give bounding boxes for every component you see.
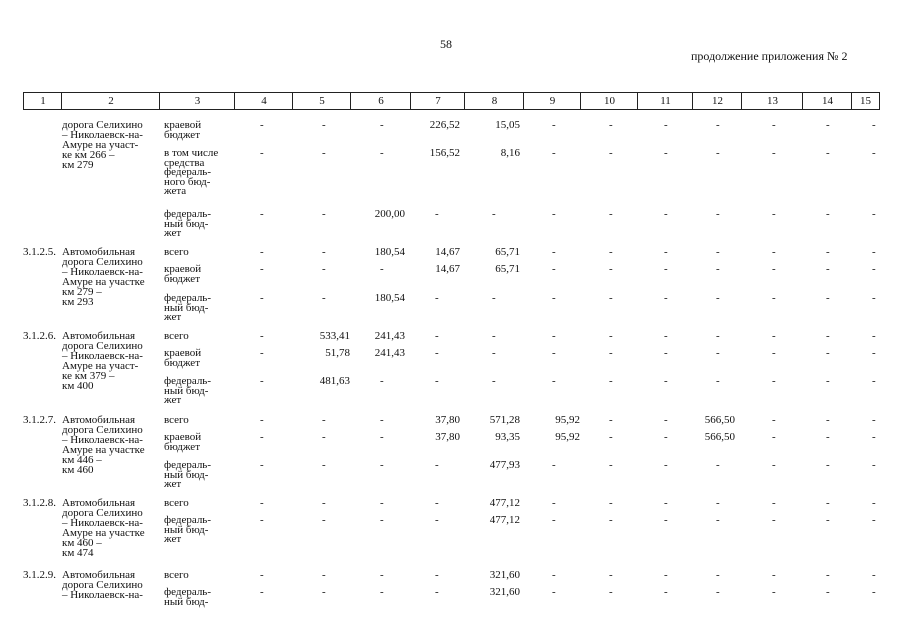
table-cell: -	[435, 292, 439, 304]
header-cell-9: 9	[523, 92, 581, 110]
table-cell: 14,67	[435, 246, 460, 258]
row-name-line: км 460	[62, 464, 94, 476]
header-cell-8: 8	[464, 92, 524, 110]
table-cell: -	[380, 414, 384, 426]
table-cell: -	[492, 375, 496, 387]
row-name-line: Амуре на участке	[62, 527, 145, 539]
table-cell: -	[716, 292, 720, 304]
table-cell: -	[380, 459, 384, 471]
table-cell: -	[872, 263, 876, 275]
table-cell: -	[772, 375, 776, 387]
table-cell: -	[772, 347, 776, 359]
table-cell: -	[609, 347, 613, 359]
table-cell: -	[435, 208, 439, 220]
table-cell: -	[552, 459, 556, 471]
table-cell: -	[826, 586, 830, 598]
table-cell: -	[872, 459, 876, 471]
table-cell: -	[609, 208, 613, 220]
funding-source-line: краевой	[164, 263, 202, 275]
table-cell: -	[609, 263, 613, 275]
funding-source-line: жет	[164, 394, 182, 406]
row-code: 3.1.2.6.	[23, 330, 56, 342]
table-cell: -	[552, 263, 556, 275]
table-cell: -	[772, 330, 776, 342]
table-cell: -	[435, 347, 439, 359]
table-cell: 51,78	[325, 347, 350, 359]
table-cell: -	[772, 497, 776, 509]
table-cell: -	[322, 586, 326, 598]
header-cell-1: 1	[23, 92, 62, 110]
table-cell: -	[260, 569, 264, 581]
table-cell: 180,54	[374, 246, 405, 258]
funding-source-line: федераль-	[164, 208, 211, 220]
table-cell: -	[772, 246, 776, 258]
header-cell-5: 5	[292, 92, 351, 110]
table-cell: -	[716, 263, 720, 275]
table-cell: -	[826, 459, 830, 471]
funding-source-line: бюджет	[164, 440, 200, 453]
header-cell-14: 14	[802, 92, 852, 110]
table-cell: -	[872, 497, 876, 509]
funding-source-line: жета	[164, 185, 187, 197]
table-cell: -	[435, 375, 439, 387]
table-cell: -	[716, 119, 720, 131]
table-cell: -	[826, 569, 830, 581]
table-cell: 65,71	[495, 246, 520, 258]
table-cell: -	[492, 208, 496, 220]
row-name-line: Автомобильная	[62, 569, 136, 581]
header-cell-6: 6	[350, 92, 411, 110]
table-cell: -	[609, 431, 613, 443]
table-cell: -	[322, 292, 326, 304]
table-cell: 481,63	[319, 375, 350, 387]
row-name-line: дорога Селихино	[62, 507, 143, 519]
table-cell: -	[260, 263, 264, 275]
row-name-line: км 474	[62, 547, 94, 559]
funding-source-line: всего	[164, 246, 189, 258]
row-name-line: Автомобильная	[62, 330, 136, 342]
table-cell: -	[664, 208, 668, 220]
table-cell: -	[772, 119, 776, 131]
funding-source-line: федераль-	[164, 586, 211, 598]
header-cell-11: 11	[637, 92, 693, 110]
table-cell: -	[552, 147, 556, 159]
table-cell: -	[826, 263, 830, 275]
table-cell: -	[716, 375, 720, 387]
table-cell: 533,41	[319, 330, 350, 342]
table-cell: -	[260, 514, 264, 526]
table-cell: -	[664, 119, 668, 131]
funding-source-line: федераль-	[164, 459, 211, 471]
page-number: 58	[440, 37, 452, 51]
table-cell: -	[826, 147, 830, 159]
table-cell: -	[664, 246, 668, 258]
table-cell: -	[260, 459, 264, 471]
header-cell-2: 2	[61, 92, 160, 110]
table-cell: -	[772, 414, 776, 426]
table-cell: -	[664, 459, 668, 471]
funding-source-line: в том числе	[164, 147, 219, 159]
row-name-line: Автомобильная	[62, 246, 136, 258]
table-cell: -	[872, 514, 876, 526]
row-name-line: км 400	[62, 380, 94, 392]
table-cell: 571,28	[489, 414, 520, 426]
row-name-line: км 279	[62, 159, 94, 171]
table-cell: -	[260, 246, 264, 258]
row-name-line: – Николаевск-на-	[62, 517, 143, 529]
table-cell: -	[826, 497, 830, 509]
table-cell: -	[664, 586, 668, 598]
funding-source-line: бюджет	[164, 128, 200, 141]
table-cell: -	[552, 569, 556, 581]
funding-source-line: ный бюд-	[164, 523, 209, 536]
table-cell: -	[609, 292, 613, 304]
table-cell: -	[609, 569, 613, 581]
table-cell: 65,71	[495, 263, 520, 275]
table-cell: -	[552, 208, 556, 220]
table-cell: 321,60	[489, 569, 520, 581]
table-cell: -	[435, 459, 439, 471]
table-cell: -	[435, 514, 439, 526]
table-cell: -	[716, 208, 720, 220]
table-cell: -	[716, 459, 720, 471]
row-name-line: км 460 –	[62, 537, 102, 549]
table-cell: -	[260, 119, 264, 131]
table-cell: 200,00	[374, 208, 405, 220]
table-cell: -	[716, 514, 720, 526]
table-cell: -	[552, 347, 556, 359]
table-cell: -	[609, 119, 613, 131]
row-name-line: дорога Селихино	[62, 424, 143, 436]
row-name-line: дорога Селихино	[62, 340, 143, 352]
table-cell: -	[552, 119, 556, 131]
table-cell: 566,50	[704, 431, 735, 443]
row-name-line: – Николаевск-на-	[62, 434, 143, 446]
table-cell: 15,05	[495, 119, 520, 131]
table-cell: -	[609, 497, 613, 509]
table-cell: -	[380, 497, 384, 509]
table-cell: -	[872, 147, 876, 159]
table-cell: -	[826, 292, 830, 304]
row-name-line: – Николаевск-на-	[62, 350, 143, 362]
funding-source-line: ного бюд-	[164, 175, 211, 188]
table-cell: -	[872, 347, 876, 359]
row-code: 3.1.2.7.	[23, 414, 56, 426]
table-cell: -	[772, 292, 776, 304]
row-name-line: км 446 –	[62, 454, 102, 466]
header-cell-10: 10	[580, 92, 638, 110]
row-name-line: Амуре на участке	[62, 444, 145, 456]
table-cell: -	[492, 347, 496, 359]
table-cell: -	[260, 147, 264, 159]
table-cell: -	[322, 119, 326, 131]
funding-source-line: жет	[164, 533, 182, 545]
funding-source-line: федераль-	[164, 292, 211, 304]
funding-source-line: краевой	[164, 347, 202, 359]
table-cell: -	[664, 375, 668, 387]
table-cell: -	[322, 147, 326, 159]
table-cell: -	[716, 347, 720, 359]
table-cell: -	[552, 330, 556, 342]
table-cell: -	[872, 586, 876, 598]
table-cell: 8,16	[500, 147, 520, 159]
table-cell: -	[322, 459, 326, 471]
table-cell: -	[380, 569, 384, 581]
table-cell: 321,60	[489, 586, 520, 598]
table-cell: -	[872, 119, 876, 131]
table-cell: -	[772, 586, 776, 598]
funding-source-line: всего	[164, 414, 189, 426]
table-cell: -	[664, 330, 668, 342]
row-name-line: Автомобильная	[62, 497, 136, 509]
table-cell: 477,12	[489, 514, 520, 526]
table-cell: -	[609, 414, 613, 426]
funding-source-line: федераль-	[164, 375, 211, 387]
table-cell: 477,12	[489, 497, 520, 509]
table-cell: -	[322, 569, 326, 581]
funding-source-line: жет	[164, 311, 182, 323]
table-cell: -	[609, 586, 613, 598]
table-cell: -	[380, 514, 384, 526]
table-cell: -	[664, 147, 668, 159]
funding-source-line: федераль-	[164, 166, 211, 178]
table-cell: -	[872, 330, 876, 342]
table-cell: -	[772, 431, 776, 443]
row-name-line: км 293	[62, 296, 94, 308]
table-cell: 14,67	[435, 263, 460, 275]
table-cell: -	[260, 375, 264, 387]
table-cell: 93,35	[495, 431, 520, 443]
funding-source-line: ный бюд-	[164, 217, 209, 230]
table-cell: -	[260, 586, 264, 598]
table-cell: -	[322, 431, 326, 443]
table-cell: 477,93	[489, 459, 520, 471]
table-cell: -	[664, 347, 668, 359]
row-code: 3.1.2.8.	[23, 497, 56, 509]
funding-source-line: ный бюд-	[164, 595, 209, 608]
funding-source-line: жет	[164, 227, 182, 239]
funding-source-line: ный бюд-	[164, 468, 209, 481]
table-cell: -	[826, 246, 830, 258]
table-cell: -	[716, 569, 720, 581]
table-cell: -	[664, 414, 668, 426]
table-cell: -	[260, 431, 264, 443]
table-cell: -	[260, 330, 264, 342]
table-cell: 95,92	[555, 431, 580, 443]
table-cell: 37,80	[435, 414, 460, 426]
table-cell: -	[552, 246, 556, 258]
table-cell: -	[872, 569, 876, 581]
table-cell: -	[826, 347, 830, 359]
table-cell: -	[826, 330, 830, 342]
funding-source-line: краевой	[164, 119, 202, 131]
table-cell: -	[552, 292, 556, 304]
table-cell: -	[609, 246, 613, 258]
table-cell: -	[552, 497, 556, 509]
table-cell: -	[772, 459, 776, 471]
table-cell: -	[664, 497, 668, 509]
funding-source-line: федераль-	[164, 514, 211, 526]
row-name-line: Амуре на участ-	[62, 139, 139, 151]
table-cell: -	[609, 330, 613, 342]
table-cell: -	[826, 431, 830, 443]
row-name-line: ке км 379 –	[62, 370, 115, 382]
header-cell-4: 4	[234, 92, 293, 110]
funding-source-line: бюджет	[164, 356, 200, 369]
table-cell: -	[435, 569, 439, 581]
header-cell-15: 15	[851, 92, 880, 110]
table-cell: 241,43	[374, 347, 405, 359]
funding-source-line: всего	[164, 569, 189, 581]
table-cell: -	[772, 514, 776, 526]
table-cell: -	[716, 497, 720, 509]
row-name-line: – Николаевск-на-	[62, 129, 143, 141]
row-code: 3.1.2.9.	[23, 569, 56, 581]
table-cell: -	[260, 497, 264, 509]
row-name-line: дорога Селихино	[62, 579, 143, 591]
table-cell: -	[872, 208, 876, 220]
table-cell: -	[552, 375, 556, 387]
table-cell: -	[716, 330, 720, 342]
table-cell: -	[772, 147, 776, 159]
table-cell: -	[380, 147, 384, 159]
table-cell: -	[826, 208, 830, 220]
table-cell: -	[826, 119, 830, 131]
table-cell: 566,50	[704, 414, 735, 426]
funding-source-line: всего	[164, 497, 189, 509]
table-cell: -	[664, 514, 668, 526]
table-cell: -	[380, 375, 384, 387]
row-name-line: дорога Селихино	[62, 119, 143, 131]
header-cell-13: 13	[741, 92, 803, 110]
table-cell: -	[772, 208, 776, 220]
table-cell: -	[826, 514, 830, 526]
table-cell: -	[435, 330, 439, 342]
table-cell: -	[826, 375, 830, 387]
table-cell: -	[552, 514, 556, 526]
table-cell: -	[435, 497, 439, 509]
table-cell: -	[872, 431, 876, 443]
table-cell: -	[772, 569, 776, 581]
table-cell: -	[260, 414, 264, 426]
table-cell: -	[380, 431, 384, 443]
row-name-line: км 279 –	[62, 286, 102, 298]
table-cell: 241,43	[374, 330, 405, 342]
table-cell: -	[552, 586, 556, 598]
table-cell: -	[492, 330, 496, 342]
row-code: 3.1.2.5.	[23, 246, 56, 258]
table-cell: -	[322, 514, 326, 526]
funding-source-line: краевой	[164, 431, 202, 443]
funding-source-line: ный бюд-	[164, 301, 209, 314]
table-cell: -	[609, 147, 613, 159]
row-name-line: Амуре на участке	[62, 276, 145, 288]
row-name-line: – Николаевск-на-	[62, 266, 143, 278]
table-cell: -	[435, 586, 439, 598]
table-cell: -	[716, 586, 720, 598]
table-cell: -	[492, 292, 496, 304]
table-cell: -	[664, 569, 668, 581]
table-cell: -	[716, 147, 720, 159]
table-cell: -	[380, 263, 384, 275]
row-name-line: Амуре на участ-	[62, 360, 139, 372]
header-cell-12: 12	[692, 92, 742, 110]
table-cell: -	[609, 459, 613, 471]
table-cell: 156,52	[429, 147, 460, 159]
funding-source-line: средства	[164, 156, 205, 169]
table-cell: -	[260, 347, 264, 359]
table-cell: -	[664, 431, 668, 443]
header-cell-3: 3	[159, 92, 235, 110]
table-cell: 226,52	[429, 119, 460, 131]
table-cell: -	[260, 292, 264, 304]
table-cell: -	[380, 119, 384, 131]
table-cell: -	[609, 375, 613, 387]
table-cell: -	[872, 414, 876, 426]
table-cell: -	[716, 246, 720, 258]
funding-source-line: жет	[164, 478, 182, 490]
table-cell: -	[664, 263, 668, 275]
table-cell: -	[872, 292, 876, 304]
table-cell: -	[260, 208, 264, 220]
table-cell: -	[826, 414, 830, 426]
table-cell: -	[872, 375, 876, 387]
table-cell: 180,54	[374, 292, 405, 304]
table-cell: -	[322, 497, 326, 509]
table-cell: -	[380, 586, 384, 598]
table-cell: -	[322, 208, 326, 220]
table-cell: -	[872, 246, 876, 258]
table-cell: -	[322, 414, 326, 426]
funding-source-line: бюджет	[164, 272, 200, 285]
table-cell: 37,80	[435, 431, 460, 443]
row-name-line: ке км 266 –	[62, 149, 115, 161]
row-name-line: Автомобильная	[62, 414, 136, 426]
continuation-note: продолжение приложения № 2	[691, 49, 848, 63]
row-name-line: – Николаевск-на-	[62, 589, 143, 601]
row-name-line: дорога Селихино	[62, 256, 143, 268]
funding-source-line: ный бюд-	[164, 384, 209, 397]
table-cell: -	[322, 263, 326, 275]
header-cell-7: 7	[410, 92, 465, 110]
table-cell: 95,92	[555, 414, 580, 426]
table-cell: -	[609, 514, 613, 526]
table-cell: -	[664, 292, 668, 304]
table-cell: -	[772, 263, 776, 275]
table-cell: -	[322, 246, 326, 258]
funding-source-line: всего	[164, 330, 189, 342]
